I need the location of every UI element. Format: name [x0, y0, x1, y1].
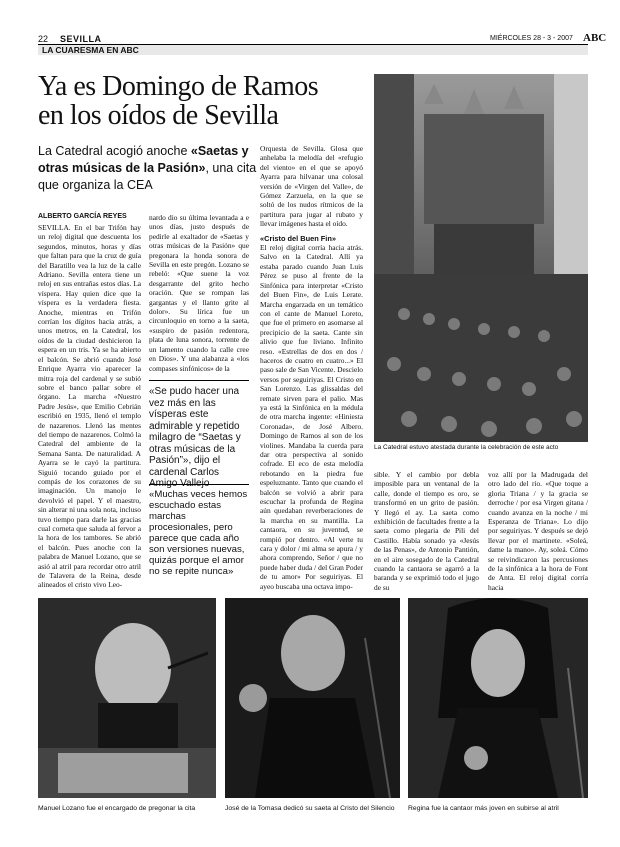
cathedral-caption: La Catedral estuvo atestada durante la celebración de este acto: [374, 444, 559, 451]
column-3-paragraph-b: El reloj digital corría hacia atrás. Salvo en la Catedral. Allí ya estaba parado cuando Juan Luis Pérez se puso al frente de la Sinfónica para interpretar «Cristo del Buen Fin», de Luis Lerate. Marcha engarzada en un temático con el cante de Manuel Loreto, que fue el primero en asomarse al precipicio de la saeta. Cante sin alivio que fue liviano. Infinito reso. «Estrellas de dos en dos / haceros de cuatro en cuatro...» El paso sale de San Vicente. Descielo versos por seguiriyas. El Cristo en San Lorenzo. Las glissaldas del remate sirven para el palio. Mas ya está la Sinfónica en la médula de otra marcha ingente: «Hiniesta Coronada», de José Albero. Domingo de Ramos al son de los violines. Mandaba la cuerda para dar otra perspectiva al sonido cofrade. El eco de esta melodía rebotando en la piedra fue espeluznante. Tanto que cuando el balcón se volvió a abrir para escuchar la profunda de Regina aún quedaban reverberaciones de la marcha en su mantilla. La cantaora, en su juventud, se rompió por dentro. «Al verte tu cara y dolor / mi alma se apura / y ahora comprendo, Señor / que no puede haber duda / del Gran Poder de tu amor» Por seguiriyas. El ayeo buscaba una octava impo-: [260, 243, 363, 591]
body-column-5: sible. Y el cambio por debla imposible para un ventanal de la calle, donde el tiempo es oro, se transformó en un grito de pasión. Y llegó el ay. La saeta como exhibición de facultades frente a la saeta como plegaria de Pili del Castillo. Había sonado ya «Jesús de las Penas», de Antonio Pantión, en el aire sosegado de la Catedral cuando la cantaora se agarró a la baranda y se exprimió todo el jugo de su: [374, 470, 479, 592]
newspaper-logo: ABC: [583, 32, 607, 44]
page-number: 22: [38, 34, 49, 44]
issue-date: MIÉRCOLES 28 - 3 - 2007: [490, 35, 573, 42]
photo-jose-de-la-tomasa: [225, 598, 400, 798]
pull-quote-1: «Se pudo hacer una vez más en las vísperas este admirable y repetido milagro de “Saetas y otras músicas de la Pasión”», dijo el cardenal Carlos: [149, 386, 241, 478]
quote-rule: [149, 380, 249, 381]
subhead-bold: «Saetas y otras músicas de la Pasión»: [38, 144, 249, 175]
photo-caption-2: José de la Tomasa dedicó su saeta al Cristo del Silencio: [225, 805, 395, 812]
byline: ALBERTO GARCÍA REYES: [38, 213, 127, 220]
body-column-3: [260, 144, 363, 591]
column-3-paragraph-a: Orquesta de Sevilla. Glosa que anhelaba la melodía del «refugio del viento» en el que se apoyó Ayarra para hilvanar una colosal versión de «Virgen del Valle», de Gómez Zarzuela, en la que se soltó de los nudos rítmicos de la partitura para jugar al rubato y llevar imágenes hasta el oído.: [260, 144, 363, 229]
band-label: LA CUARESMA EN ABC: [42, 45, 139, 55]
cathedral-photo: [374, 74, 588, 442]
article-subtitle: «Cristo del Buen Fin»: [260, 233, 336, 243]
subhead-text-1: La Catedral acogió anoche: [38, 144, 191, 158]
headline-line-1: Ya es Domingo de Ramos: [38, 71, 319, 102]
photo-caption-3: Regina fue la cantaor más joven en subirse al atril: [408, 805, 559, 812]
headline: [38, 72, 368, 130]
subhead-text-2: , una cita que organiza la CEA: [38, 161, 257, 192]
body-column-1: SEVILLA. En el bar Trifón hay un reloj digital que descuenta los segundos, minutos, horas y días que faltan para que la cruz de guía del Baratillo vea la luz de la calle Adriano. Sevilla entera tiene un reloj en sus entrañas estos días. La víspera. Hay quien dice que la víspera es la verdadera fiesta. Anoche, mientras en Trifón corrían los dígitos hacia atrás, a unos metros, en la Catedral, los oídos de la ciudad deshicieron la espera en un tris. Ya se ha abierto el balcón. Se abrió cuando José Enrique Ayarra vio aparecer la mitra roja del cardenal y se subió sobre el banco pallar sobre el órgano. La marcha «Nuestro Padre Jesús», que Emilio Cebrián escribió en 1935, llenó el templo de nazarenos. Llenó las mentes del tiempo de nazarenos. Colmó la Catedral del ambiente de la Semana Santa. De naturalidad. A Ayarra se le cayó la partitura. Siguió tocando guiado por el compás de los corazones de su imaginación. Un manojo le devolvió el papel. Y el maestro, sin alterar ni una sola nota, incluso tuvo tiempo para darle las gracias cual corneta que saluda al fervor a la hora de los tambores. Se abrió el balcón. Pues anoche con la palabra de Manuel Lozano, que se asió al atril para recordar otro atril de Talavera de la Reina, desde alineados el cristo vivo Leo-: [38, 223, 141, 590]
body-column-2: nardo dio su última levantada a e unos días, justo después de pedirle al exaltador de «Saetas y otras músicas de la Pasión» que pregonara la honda sonora de Sevilla en este pregón. Lozano se rebeló: «Que suene la voz desgarrante del grito hecho oración. Que se rompan las gargantas y el llanto grite al dolor». Su lírica fue un circunloquio en torno a la saeta, «suspiro de pasión redentora, plata de luna sonora, torrente de un lamento cuando la calle cree en Dios». Y una alabanza a «los compases sinfónicos» de la: [149, 213, 249, 373]
section-label: SEVILLA: [60, 34, 102, 44]
pull-quote-2: «Muchas veces hemos escuchado estas marchas procesionales, pero parece que cada año son versiones nuevas, quizás porque el amor no se repite nunca»: [149, 489, 248, 577]
quote-rule: [149, 484, 249, 485]
body-column-6: voz allí por la Madrugada del otro lado del río. «Que toque a gloria Triana / y la gracia se derroche / por esa Virgen gitana / cuando avanza en la noche / mi Esperanza de Triana». Lo dijo por seguiriyas. Y después se dejó llevar por el martinete. «Soleá, dame la mano». Ay, soleá. Cómo se reivindicaron las percusiones de la sinfónica a la hora de Font de Anta. El reloj digital corría hacia: [488, 470, 588, 592]
headline-line-2: en los oídos de Sevilla: [38, 100, 279, 131]
photo-regina: [408, 598, 588, 798]
photo-caption-1: Manuel Lozano fue el encargado de pregonar la cita: [38, 805, 196, 812]
photo-manuel-lozano: [38, 598, 216, 798]
subheadline: [38, 143, 258, 194]
